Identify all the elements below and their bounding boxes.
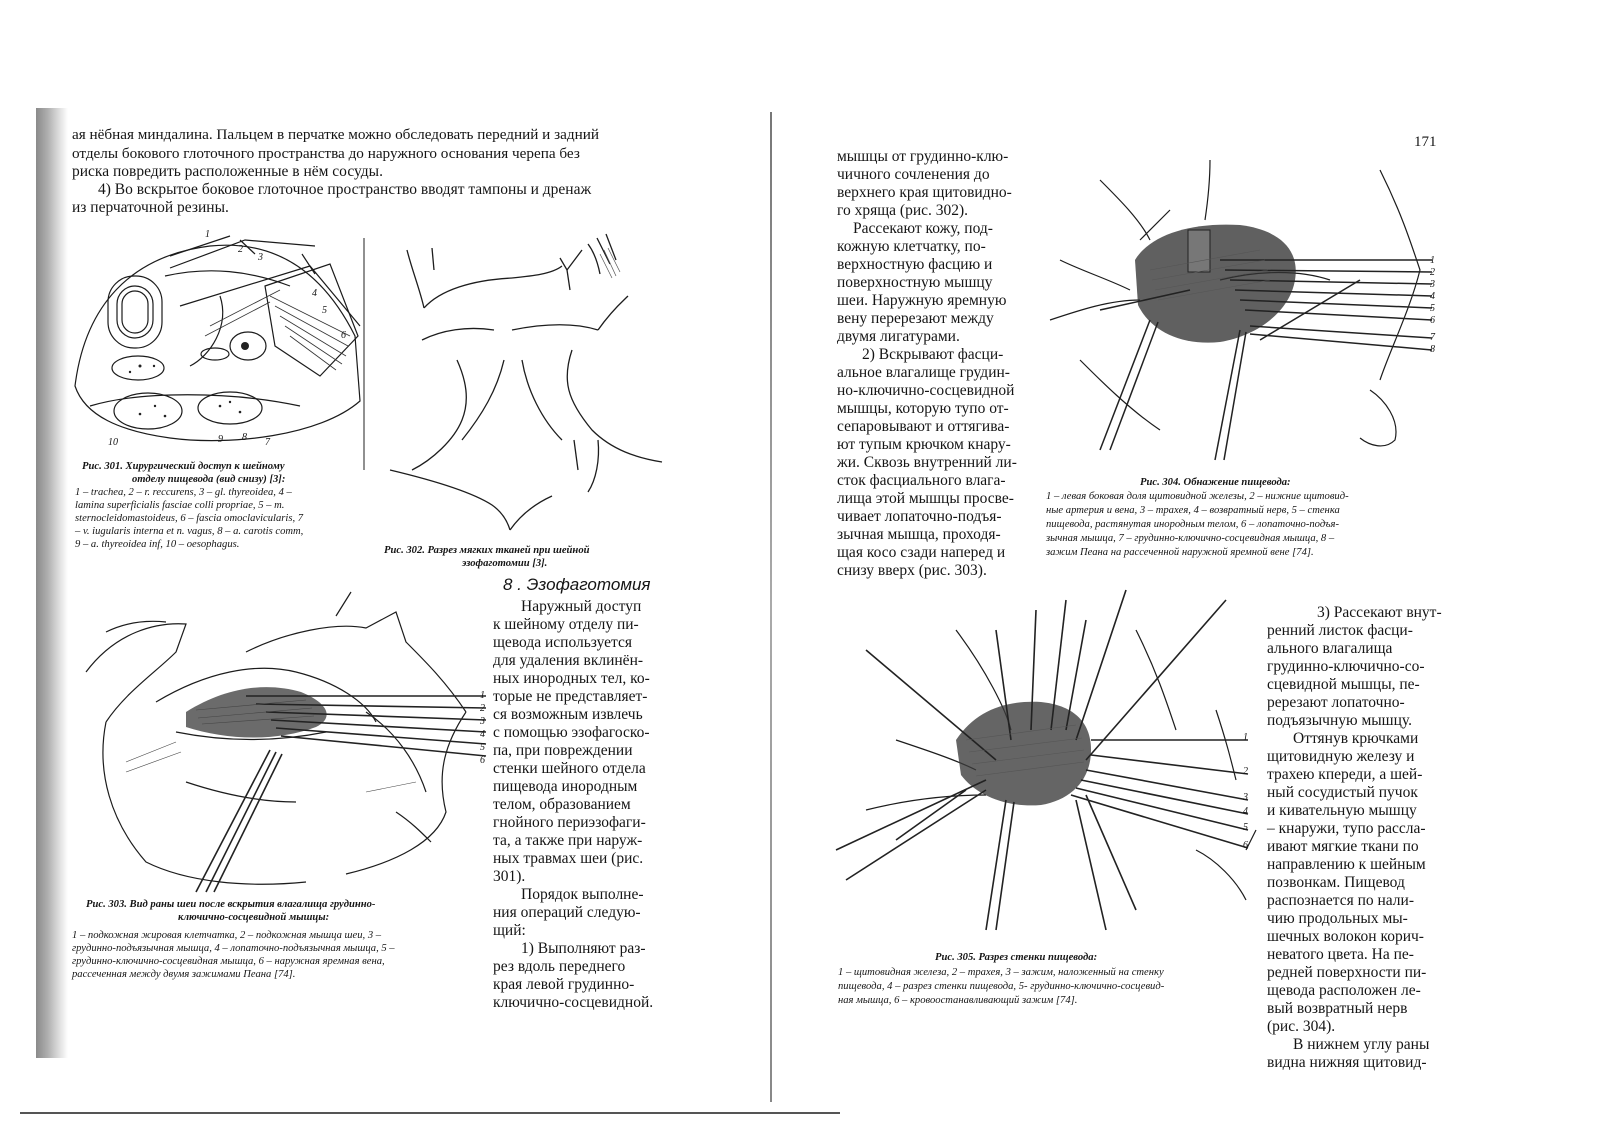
figure-label: 6 xyxy=(1430,315,1435,326)
text-line: распознается по нали- xyxy=(1267,892,1415,909)
text-line: пищевода инородным xyxy=(493,778,638,795)
caption-title: отделу пищевода (вид снизу) [3]: xyxy=(132,474,286,485)
caption-line: sternocleidomastoideus, 6 – fascia omoclavicularis, 7 xyxy=(75,513,304,524)
figure-303-wound-view xyxy=(66,592,486,896)
figure-label: 6 xyxy=(341,330,346,341)
text-line: сепаровывают и оттягива- xyxy=(837,418,1010,435)
figure-label: 1 xyxy=(1430,255,1435,266)
text-line: ных инородных тел, ко- xyxy=(493,670,650,687)
text-line: го хряща (рис. 302). xyxy=(837,202,969,219)
figure-label: 8 xyxy=(1430,344,1435,355)
figure-label: 2 xyxy=(480,703,485,714)
text-line: вый возвратный нерв xyxy=(1267,1000,1408,1017)
text-line: шеи. Наружную яремную xyxy=(837,292,1007,309)
text-line: поверхностную мышцу xyxy=(837,274,993,291)
text-line: ивают мягкие ткани по xyxy=(1267,838,1419,855)
text-line: мышцы, которую тупо от- xyxy=(837,400,1009,417)
text-line: трахею кпереди, а шей- xyxy=(1267,766,1423,783)
caption-line: пищевода, 4 – разрез стенки пищевода, 5- грудинно-ключично-сосцевид- xyxy=(838,981,1165,992)
text-line: ключично-сосцевидной. xyxy=(493,994,654,1011)
caption-line: 1 – trachea, 2 – r. reccurens, 3 – gl. thyreoidea, 4 – xyxy=(75,487,292,498)
text-line: телом, образованием xyxy=(493,796,631,813)
figure-label: 2 xyxy=(1430,267,1435,278)
caption-line: 9 – a. thyreoidea inf, 10 – oesophagus. xyxy=(75,539,240,550)
text-line: зычная мышца, проходя- xyxy=(837,526,1001,543)
caption-line: грудинно-ключично-сосцевидная мышца, 6 – наружная яремная вена, xyxy=(72,956,385,967)
text-line: лища этой мышцы просве- xyxy=(837,490,1014,507)
figure-label: 6 xyxy=(1243,840,1248,851)
figure-label: 4 xyxy=(1243,806,1248,817)
text-line: края левой грудинно- xyxy=(493,976,635,993)
text-line: щевода расположен ле- xyxy=(1267,982,1421,999)
figure-label: 5 xyxy=(1430,303,1435,314)
text-line: альное влагалище грудин- xyxy=(837,364,1010,381)
text-line: позвонкам. Пищевод xyxy=(1267,874,1405,891)
text-line: 4) Во вскрытое боковое глоточное пространство вводят тампоны и дренаж xyxy=(98,181,592,198)
text-line: гнойного периэзофаги- xyxy=(493,814,646,831)
caption-line: зажим Пеана на рассеченной наружной яремной вене [74]. xyxy=(1046,547,1314,558)
text-line: и кивательную мышцу xyxy=(1267,802,1417,819)
text-line: чию продольных мы- xyxy=(1267,910,1408,927)
scan-shadow-left xyxy=(36,108,68,1058)
caption-line: зычная мышца, 7 – грудинно-ключично-сосцевидная мышца, 8 – xyxy=(1046,533,1335,544)
text-line: та, а также при наруж- xyxy=(493,832,643,849)
text-line: грудинно-ключично-со- xyxy=(1267,658,1425,675)
text-line: щевода используется xyxy=(493,634,632,651)
figure-305-esophagus-incision xyxy=(836,590,1256,940)
text-line: (рис. 304). xyxy=(1267,1018,1336,1035)
text-line: жи. Сквозь внутренний ли- xyxy=(837,454,1017,471)
caption-title: Рис. 301. Хирургический доступ к шейному xyxy=(82,461,285,472)
text-line: 2) Вскрывают фасци- xyxy=(862,346,1004,363)
scan-bottom-line xyxy=(20,1112,840,1114)
page-fold xyxy=(770,112,772,1102)
caption-line: ная мышца, 6 – кровоостанавливающий зажим [74]. xyxy=(838,995,1078,1006)
text-line: ных травмах шеи (рис. xyxy=(493,850,644,867)
text-line: редней поверхности пи- xyxy=(1267,964,1427,981)
text-line: снизу вверх (рис. 303). xyxy=(837,562,987,579)
figure-label: 10 xyxy=(108,437,118,448)
figure-label: 3 xyxy=(258,252,263,263)
text-line: рез вдоль переднего xyxy=(493,958,626,975)
caption-line: – v. iugularis interna et n. vagus, 8 – a. carotis comm, xyxy=(75,526,304,537)
text-line: ния операций следую- xyxy=(493,904,641,921)
figure-label: 5 xyxy=(480,742,485,753)
text-line: 1) Выполняют раз- xyxy=(521,940,646,957)
caption-line: грудинно-подъязычная мышца, 4 – лопаточно-подъязычная мышца, 5 – xyxy=(72,943,395,954)
text-line: ся возможным извлечь xyxy=(493,706,643,723)
text-line: Рассекают кожу, под- xyxy=(853,220,993,237)
text-line: ют тупым крючком кнару- xyxy=(837,436,1011,453)
text-line: ренний листок фасци- xyxy=(1267,622,1413,639)
caption-line: 1 – левая боковая доля щитовидной железы, 2 – нижние щитовид- xyxy=(1046,491,1349,502)
figure-label: 6 xyxy=(480,755,485,766)
caption-line: Рис. 302. Разрез мягких тканей при шейной xyxy=(384,545,590,556)
text-line: шечных волокон корич- xyxy=(1267,928,1424,945)
figure-302-neck-drawing xyxy=(362,230,674,540)
figure-label: 7 xyxy=(265,437,270,448)
caption-line: рассеченная между двумя зажимами Пеана [74]. xyxy=(72,969,296,980)
text-line: чивает лопаточно-подъя- xyxy=(837,508,1002,525)
figure-304-esophagus-exposure xyxy=(1040,150,1440,470)
figure-label: 8 xyxy=(242,432,247,443)
text-line: кожную клетчатку, по- xyxy=(837,238,986,255)
text-line: чичного сочленения до xyxy=(837,166,990,183)
figure-301-cross-section xyxy=(70,226,370,448)
text-line: па, при повреждении xyxy=(493,742,633,759)
figure-label: 3 xyxy=(1243,792,1248,803)
text-line: Оттянув крючками xyxy=(1293,730,1419,747)
caption-line: пищевода, растянутая инородным телом, 6 – лопаточно-подъя- xyxy=(1046,519,1339,530)
figure-label: 3 xyxy=(480,716,485,727)
text-line: ререзают лопаточно- xyxy=(1267,694,1405,711)
text-line: отделы бокового глоточного пространства до наружного основания черепа без xyxy=(72,145,580,162)
figure-label: 4 xyxy=(1430,291,1435,302)
figure-label: 5 xyxy=(1243,822,1248,833)
text-line: подъязычную мышцу. xyxy=(1267,712,1412,729)
text-line: щитовидную железу и xyxy=(1267,748,1415,765)
text-line: Наружный доступ xyxy=(521,598,642,615)
text-line: видна нижняя щитовид- xyxy=(1267,1054,1427,1071)
text-line: – кнаружи, тупо рассла- xyxy=(1267,820,1426,837)
figure-label: 5 xyxy=(322,305,327,316)
text-line: но-ключично-сосцевидной xyxy=(837,382,1015,399)
text-line: неватого цвета. На пе- xyxy=(1267,946,1414,963)
figure-label: 1 xyxy=(205,229,210,240)
text-line: с помощью эзофагоско- xyxy=(493,724,650,741)
text-line: ая нёбная миндалина. Пальцем в перчатке можно обследовать передний и задний xyxy=(72,126,599,143)
text-line: 3) Рассекают внут- xyxy=(1317,604,1442,621)
text-line: двумя лигатурами. xyxy=(837,328,960,345)
text-line: торые не представляет- xyxy=(493,688,648,705)
text-line: 301). xyxy=(493,868,526,885)
caption-line: эзофаготомии [3]. xyxy=(462,558,548,569)
text-line: сцевидной мышцы, пе- xyxy=(1267,676,1420,693)
caption-line: Рис. 303. Вид раны шеи после вскрытия влагалища грудинно- xyxy=(86,899,376,910)
text-line: риска повредить расположенные в нём сосуды. xyxy=(72,163,383,180)
figure-label: 4 xyxy=(480,729,485,740)
text-line: стенки шейного отдела xyxy=(493,760,646,777)
figure-label: 2 xyxy=(238,244,243,255)
text-line: направлению к шейным xyxy=(1267,856,1426,873)
text-line: щий: xyxy=(493,922,526,939)
text-line: Порядок выполне- xyxy=(521,886,644,903)
figure-label: 2 xyxy=(1243,766,1248,777)
figure-label: 9 xyxy=(218,434,223,445)
text-line: ального влагалища xyxy=(1267,640,1393,657)
figure-label: 1 xyxy=(1243,732,1248,743)
text-line: верхнего края щитовидно- xyxy=(837,184,1012,201)
figure-label: 7 xyxy=(1430,332,1435,343)
text-line: для удаления вклинён- xyxy=(493,652,644,669)
text-line: В нижнем углу раны xyxy=(1293,1036,1430,1053)
figure-label: 1 xyxy=(480,690,485,701)
caption-title: Рис. 305. Разрез стенки пищевода: xyxy=(935,952,1098,963)
figure-label: 3 xyxy=(1430,279,1435,290)
text-line: ный сосудистый пучок xyxy=(1267,784,1418,801)
text-line: вену перерезают между xyxy=(837,310,994,327)
text-line: мышцы от грудинно-клю- xyxy=(837,148,1009,165)
text-line: сток фасциального влага- xyxy=(837,472,1006,489)
caption-line: 1 – подкожная жировая клетчатка, 2 – подкожная мышца шеи, 3 – xyxy=(72,930,382,941)
text-line: верхностную фасцию и xyxy=(837,256,993,273)
text-line: щая косо сзади наперед и xyxy=(837,544,1006,561)
section-heading: 8 . Эзофаготомия xyxy=(503,575,651,594)
caption-line: lamina superficialis fasciae colli propriae, 5 – m. xyxy=(75,500,285,511)
caption-line: ключично-сосцевидной мышцы: xyxy=(178,912,330,923)
text-line: из перчаточной резины. xyxy=(72,199,229,216)
caption-line: 1 – щитовидная железа, 2 – трахея, 3 – зажим, наложенный на стенку xyxy=(838,967,1164,978)
caption-line: ные артерия и вена, 3 – трахея, 4 – возвратный нерв, 5 – стенка xyxy=(1046,505,1340,516)
page-number: 171 xyxy=(1414,134,1437,150)
figure-label: 4 xyxy=(312,288,317,299)
text-line: к шейному отделу пи- xyxy=(493,616,639,633)
caption-title: Рис. 304. Обнажение пищевода: xyxy=(1140,477,1291,488)
